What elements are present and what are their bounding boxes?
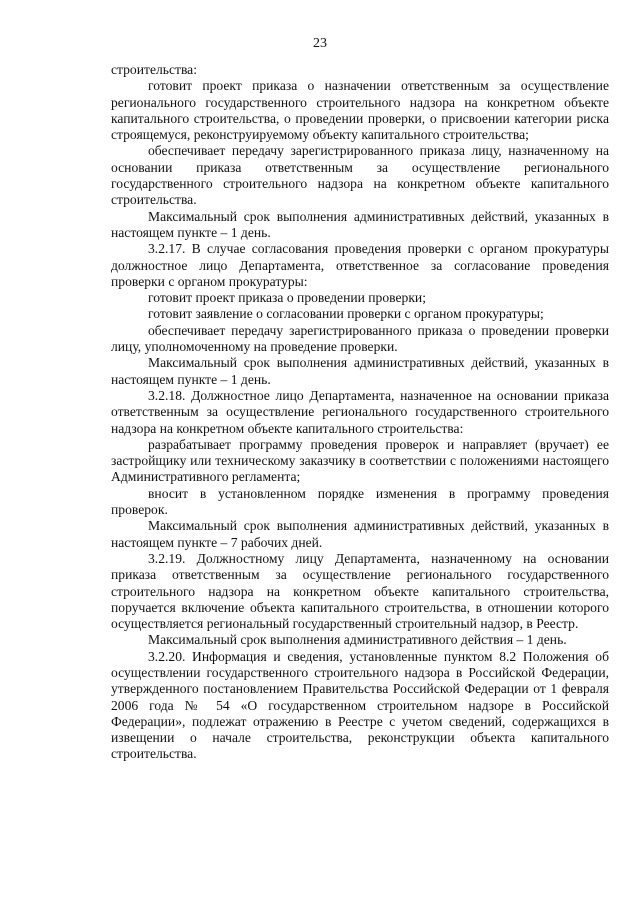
paragraph: 3.2.17. В случае согласования проведения проверки с органом прокуратуры должностное лицо Департамента, ответственное за согласование проведения проверки с органом прокуратуры:	[111, 241, 609, 289]
paragraph: обеспечивает передачу зарегистрированного приказа лицу, назначенному на основании приказа ответственным за осуществление регионального государственного строительного надзора на конкретном объекте капитального строительства.	[111, 143, 609, 208]
paragraph: Максимальный срок выполнения административных действий, указанных в настоящем пункте – 1 день.	[111, 208, 609, 240]
paragraph: 3.2.19. Должностному лицу Департамента, назначенному на основании приказа ответственным за осуществление регионального государственного строительного надзора на конкретном объекте капитального строительства, поручается включение объекта капитального строительства, в отношении которого осуществляется региональный государственный строительный надзор, в Реестр.	[111, 550, 609, 632]
paragraph: 3.2.18. Должностное лицо Департамента, назначенное на основании приказа ответственным за осуществление регионального государственного строительного надзора на конкретном объекте капитального строительства:	[111, 387, 609, 436]
paragraph: строительства:	[111, 62, 197, 77]
paragraph: разрабатывает программу проведения проверок и направляет (вручает) ее застройщику или техническому заказчику в соответствии с положениями настоящего Административного регламента;	[111, 436, 609, 485]
paragraph: Максимальный срок выполнения административного действия – 1 день.	[148, 632, 567, 648]
paragraph: готовит проект приказа о назначении ответственным за осуществление регионального государственного строительного надзора на конкретном объекте капитального строительства, о проведении проверки, о присвоении категории риска строящемуся, реконструируемому объекту капитального строительства;	[111, 78, 609, 143]
page-number: 23	[313, 36, 327, 51]
paragraph: вносит в установленном порядке изменения в программу проведения проверок.	[111, 485, 609, 518]
paragraph: обеспечивает передачу зарегистрированного приказа о проведении проверки лицу, уполномоченному на проведение проверки.	[111, 322, 609, 355]
paragraph: готовит проект приказа о проведении проверки;	[148, 290, 426, 306]
paragraph: 3.2.20. Информация и сведения, установленные пунктом 8.2 Положения об осуществлении государственного строительного надзора в Российской Федерации, утвержденного постановлением Правительства Российской Федерации от 1 февраля 2006 года № 54 «О государственном строительном надзоре в Российской Федерации», подлежат отражению в Реестре с учетом сведений, содержащихся в извещении о начале строительства, реконструкции объекта капитального строительства.	[111, 648, 609, 762]
paragraph: Максимальный срок выполнения административных действий, указанных в настоящем пункте – 1 день.	[111, 355, 609, 387]
document-body	[111, 62, 609, 763]
paragraph: Максимальный срок выполнения административных действий, указанных в настоящем пункте – 7 рабочих дней.	[111, 518, 609, 550]
paragraph: готовит заявление о согласовании проверки с органом прокуратуры;	[148, 306, 544, 322]
